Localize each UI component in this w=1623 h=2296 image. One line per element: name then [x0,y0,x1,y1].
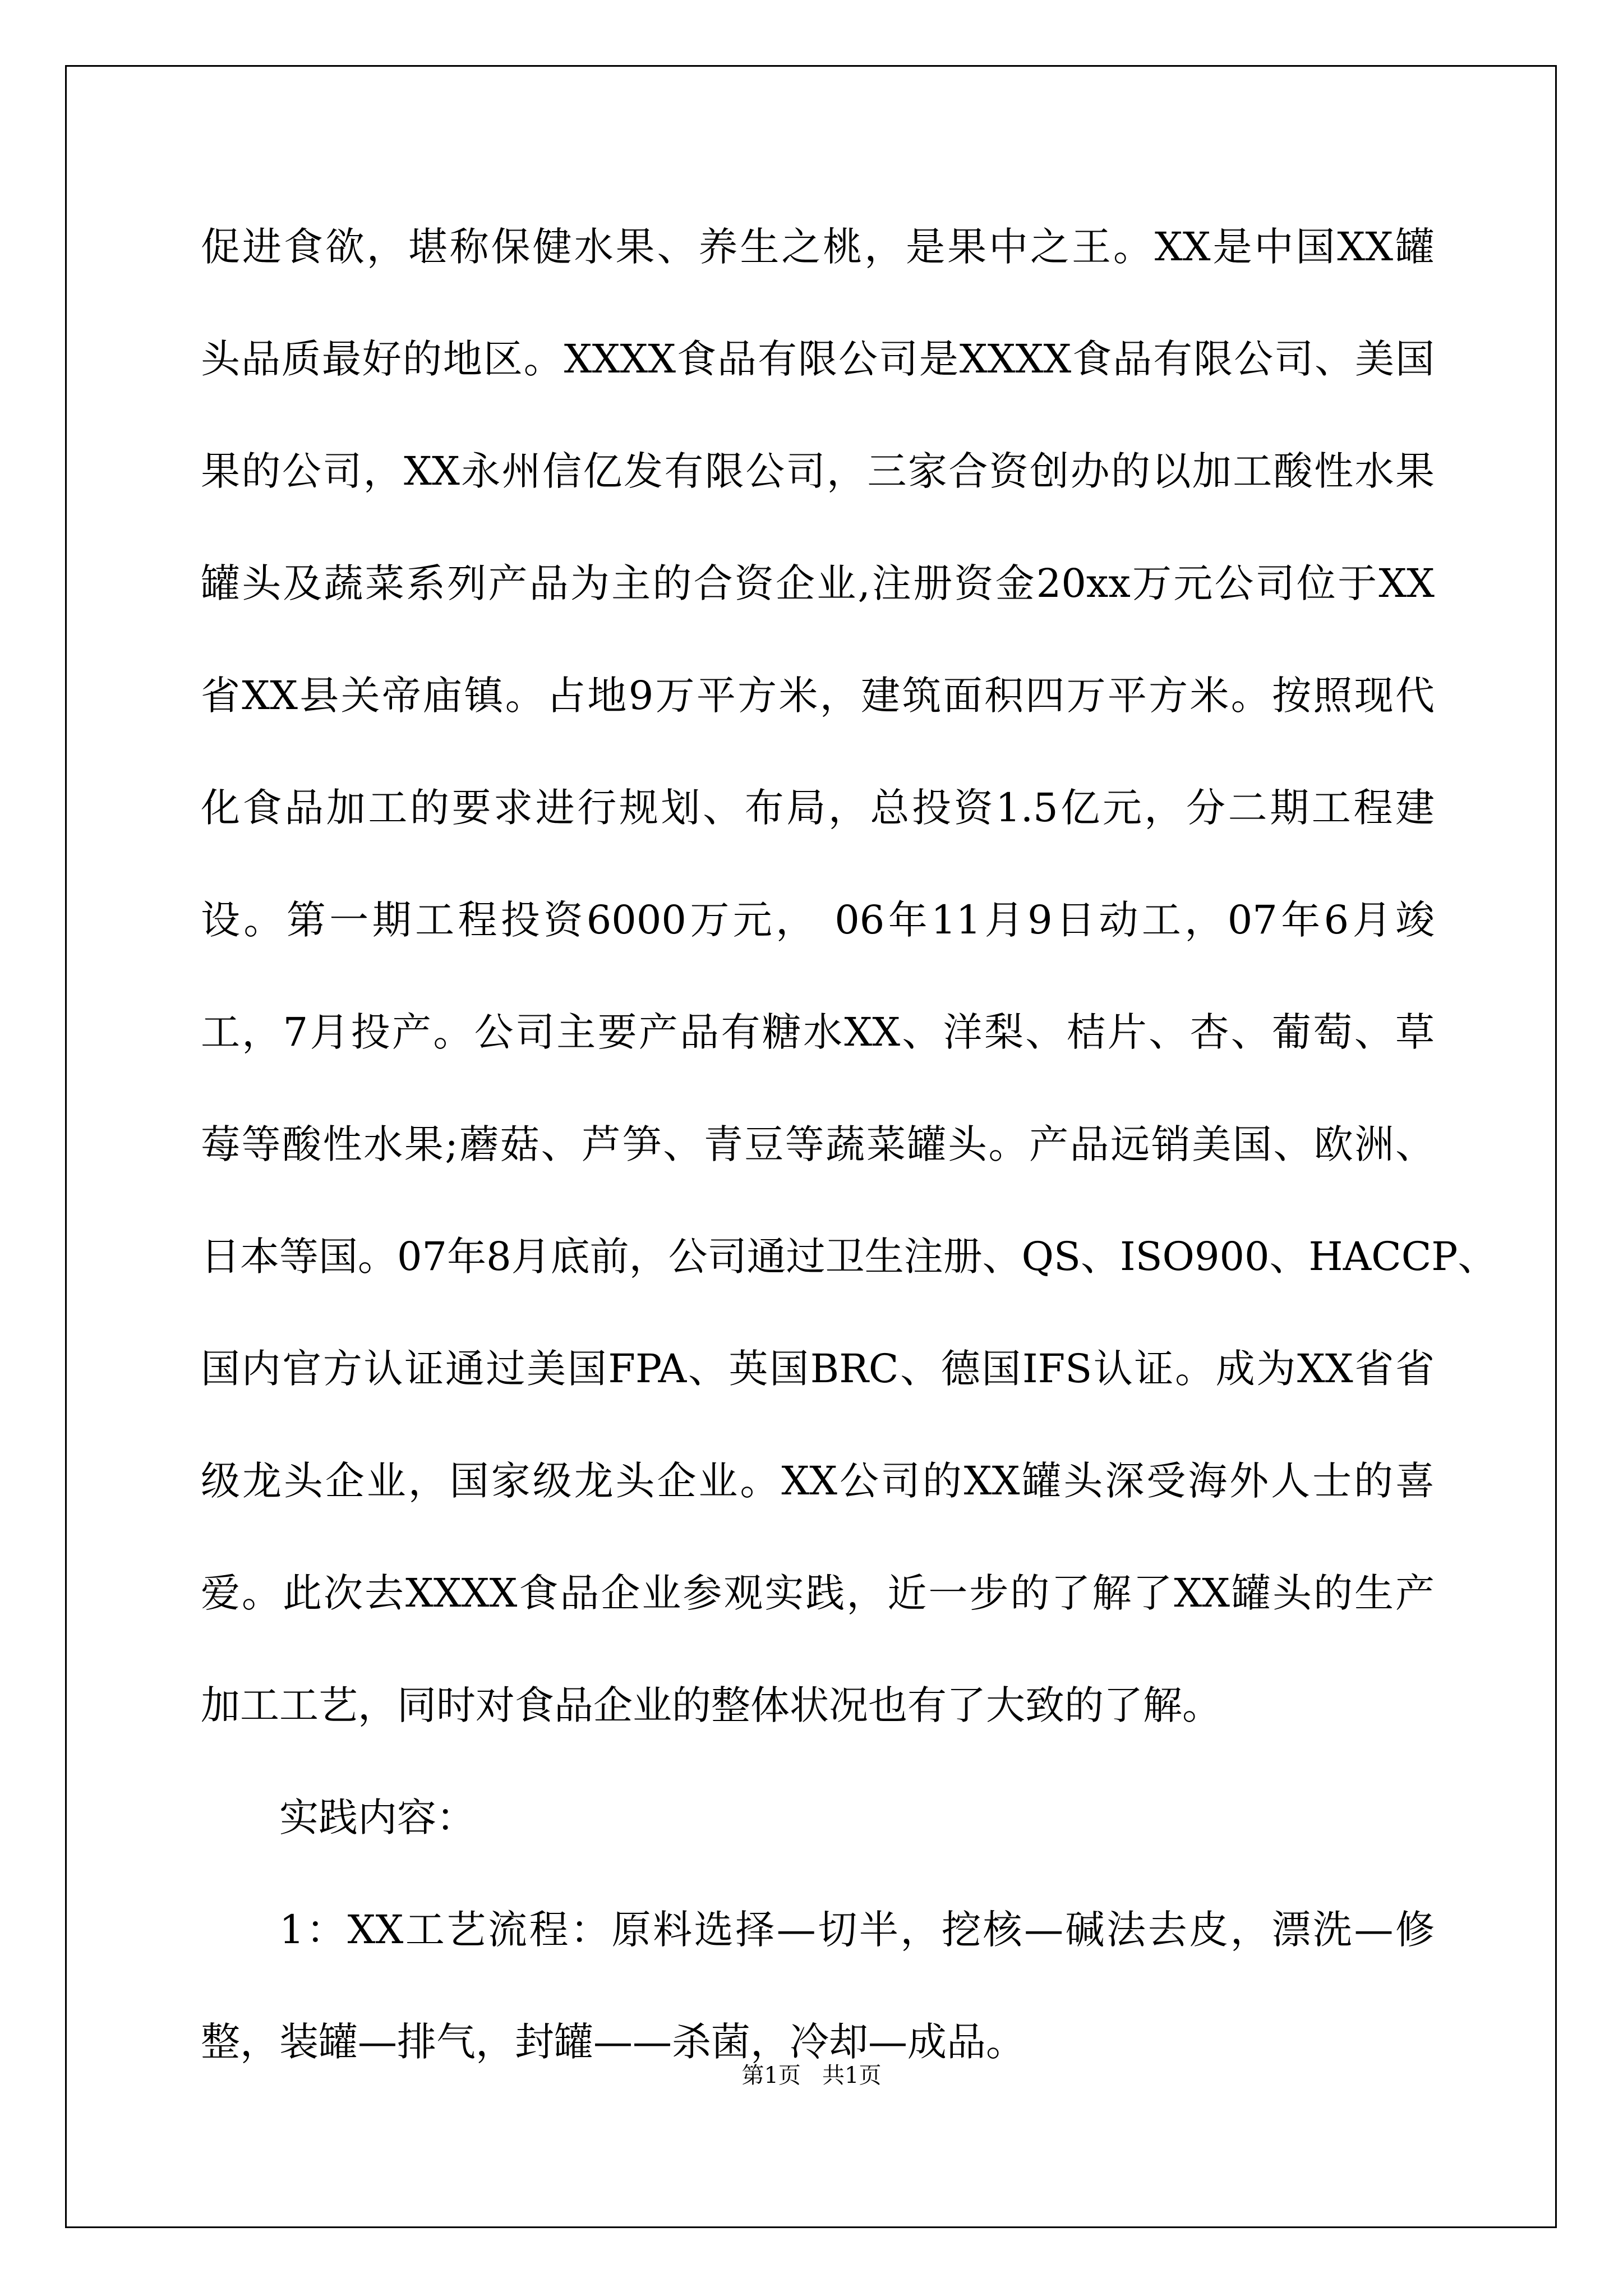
process-line: 1：XX工艺流程：原料选择—切半，挖核—碱法去皮，漂洗—修 [279,1907,1435,1953]
paragraph-line: 化食品加工的要求进行规划、布局，总投资1.5亿元，分二期工程建 [201,785,1435,831]
paragraph-line: 促进食欲，堪称保健水果、养生之桃，是果中之王。XX是中国XX罐 [201,224,1435,270]
paragraph-line: 头品质最好的地区。XXXX食品有限公司是XXXX食品有限公司、美国 [201,336,1435,382]
paragraph-line: 莓等酸性水果;蘑菇、芦笋、青豆等蔬菜罐头。产品远销美国、欧洲、 [201,1121,1435,1167]
paragraph-line: 省XX县关帝庙镇。占地9万平方米，建筑面积四万平方米。按照现代 [201,673,1435,719]
paragraph-line: 果的公司，XX永州信亿发有限公司，三家合资创办的以加工酸性水果 [201,448,1435,494]
paragraph-line: 工，7月投产。公司主要产品有糖水XX、洋梨、桔片、杏、葡萄、草 [201,1009,1435,1055]
document-body [201,213,1497,2120]
paragraph-line: 级龙头企业，国家级龙头企业。XX公司的XX罐头深受海外人士的喜 [201,1458,1435,1504]
section-heading: 实践内容： [279,1795,476,1841]
paragraph-line: 日本等国。07年8月底前，公司通过卫生注册、QS、ISO900、HACCP、 [201,1234,1497,1280]
process-line: 整，装罐—排气，封罐——杀菌，冷却—成品。 [201,2019,1025,2065]
paragraph-line: 罐头及蔬菜系列产品为主的合资企业,注册资金20xx万元公司位于XX [201,560,1435,606]
paragraph-line: 设。第一期工程投资6000万元， 06年11月9日动工，07年6月竣 [201,897,1435,943]
paragraph-line: 爱。此次去XXXX食品企业参观实践，近一步的了解了XX罐头的生产 [201,1570,1435,1616]
paragraph-line: 加工工艺，同时对食品企业的整体状况也有了大致的了解。 [201,1682,1221,1728]
page-number-footer: 第1页 共1页 [741,2063,882,2088]
paragraph-line: 国内官方认证通过美国FPA、英国BRC、德国IFS认证。成为XX省省 [201,1346,1435,1392]
